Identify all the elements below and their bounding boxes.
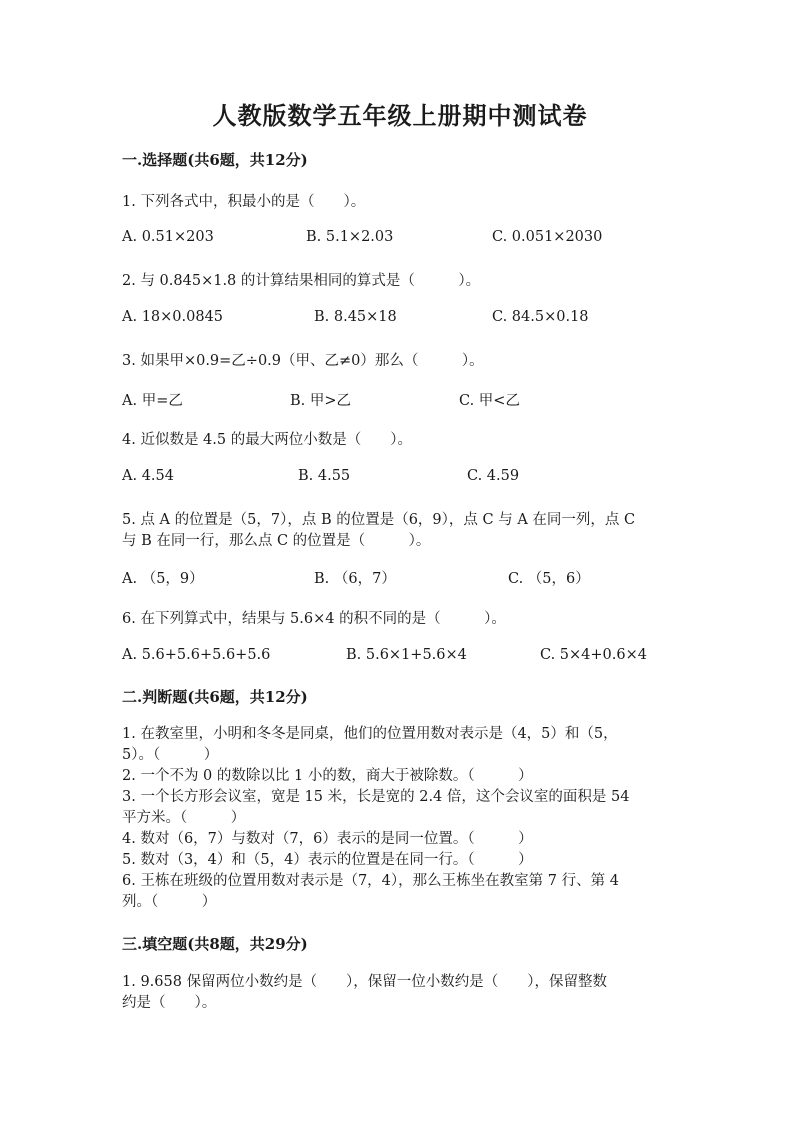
question-stem: 6. 在下列算式中，结果与 5.6×4 的积不同的是（ ）。 (122, 611, 506, 627)
page-title: 人教版数学五年级上册期中测试卷 (212, 101, 588, 130)
question-stem: 与 B 在同一行，那么点 C 的位置是（ ）。 (122, 533, 431, 549)
option-c: C. 4.59 (467, 468, 520, 484)
option-c: C. 甲<乙 (459, 393, 520, 409)
option-b: B. （6，7） (314, 571, 396, 587)
option-b: B. 甲>乙 (290, 393, 352, 409)
option-b: B. 5.6×1+5.6×4 (346, 647, 467, 663)
option-b: B. 4.55 (298, 468, 351, 484)
section-heading-fill: 三.填空题(共8题，共29分) (122, 935, 308, 953)
section-heading-choice: 一.选择题(共6题，共12分) (122, 151, 308, 169)
question-stem: 1. 下列各式中，积最小的是（ ）。 (122, 194, 366, 210)
question-stem: 3. 如果甲×0.9=乙÷0.9（甲、乙≠0）那么（ ）。 (122, 353, 484, 369)
option-a: A. （5，9） (122, 571, 204, 587)
option-b: B. 5.1×2.03 (306, 229, 394, 245)
option-a: A. 5.6+5.6+5.6+5.6 (122, 647, 271, 663)
fill-line: 约是（ ）。 (122, 995, 217, 1011)
question-stem: 4. 近似数是 4.5 的最大两位小数是（ ）。 (122, 432, 412, 448)
statement-line: 6. 王栋在班级的位置用数对表示是（7，4），那么王栋坐在教室第 7 行、第 4 (122, 873, 619, 889)
statement-line: 3. 一个长方形会议室，宽是 15 米，长是宽的 2.4 倍，这个会议室的面积是 54 (122, 789, 630, 805)
option-b: B. 8.45×18 (314, 309, 397, 325)
statement-line: 列。（ ） (122, 894, 217, 910)
option-a: A. 18×0.0845 (122, 309, 224, 325)
statement-line: 4. 数对（6，7）与数对（7，6）表示的是同一位置。（ ） (122, 831, 533, 847)
option-c: C. 0.051×2030 (492, 229, 603, 245)
option-c: C. （5，6） (508, 571, 590, 587)
option-c: C. 5×4+0.6×4 (540, 647, 647, 663)
statement-line: 2. 一个不为 0 的数除以比 1 小的数，商大于被除数。（ ） (122, 768, 533, 784)
option-a: A. 4.54 (122, 468, 174, 484)
option-a: A. 0.51×203 (122, 229, 214, 245)
statement-line: 平方米。（ ） (122, 810, 246, 826)
section-heading-judge: 二.判断题(共6题，共12分) (122, 688, 308, 706)
option-c: C. 84.5×0.18 (492, 309, 589, 325)
option-a: A. 甲=乙 (122, 393, 183, 409)
statement-line: 1. 在教室里，小明和冬冬是同桌，他们的位置用数对表示是（4，5）和（5， (122, 726, 618, 742)
fill-line: 1. 9.658 保留两位小数约是（ ），保留一位小数约是（ ），保留整数 (122, 974, 608, 990)
statement-line: 5. 数对（3，4）和（5，4）表示的位置是在同一行。（ ） (122, 852, 533, 868)
question-stem: 5. 点 A 的位置是（5，7），点 B 的位置是（6，9），点 C 与 A 在同一列，点 C (122, 512, 636, 528)
statement-line: 5）。（ ） (122, 747, 219, 763)
question-stem: 2. 与 0.845×1.8 的计算结果相同的算式是（ ）。 (122, 273, 481, 289)
